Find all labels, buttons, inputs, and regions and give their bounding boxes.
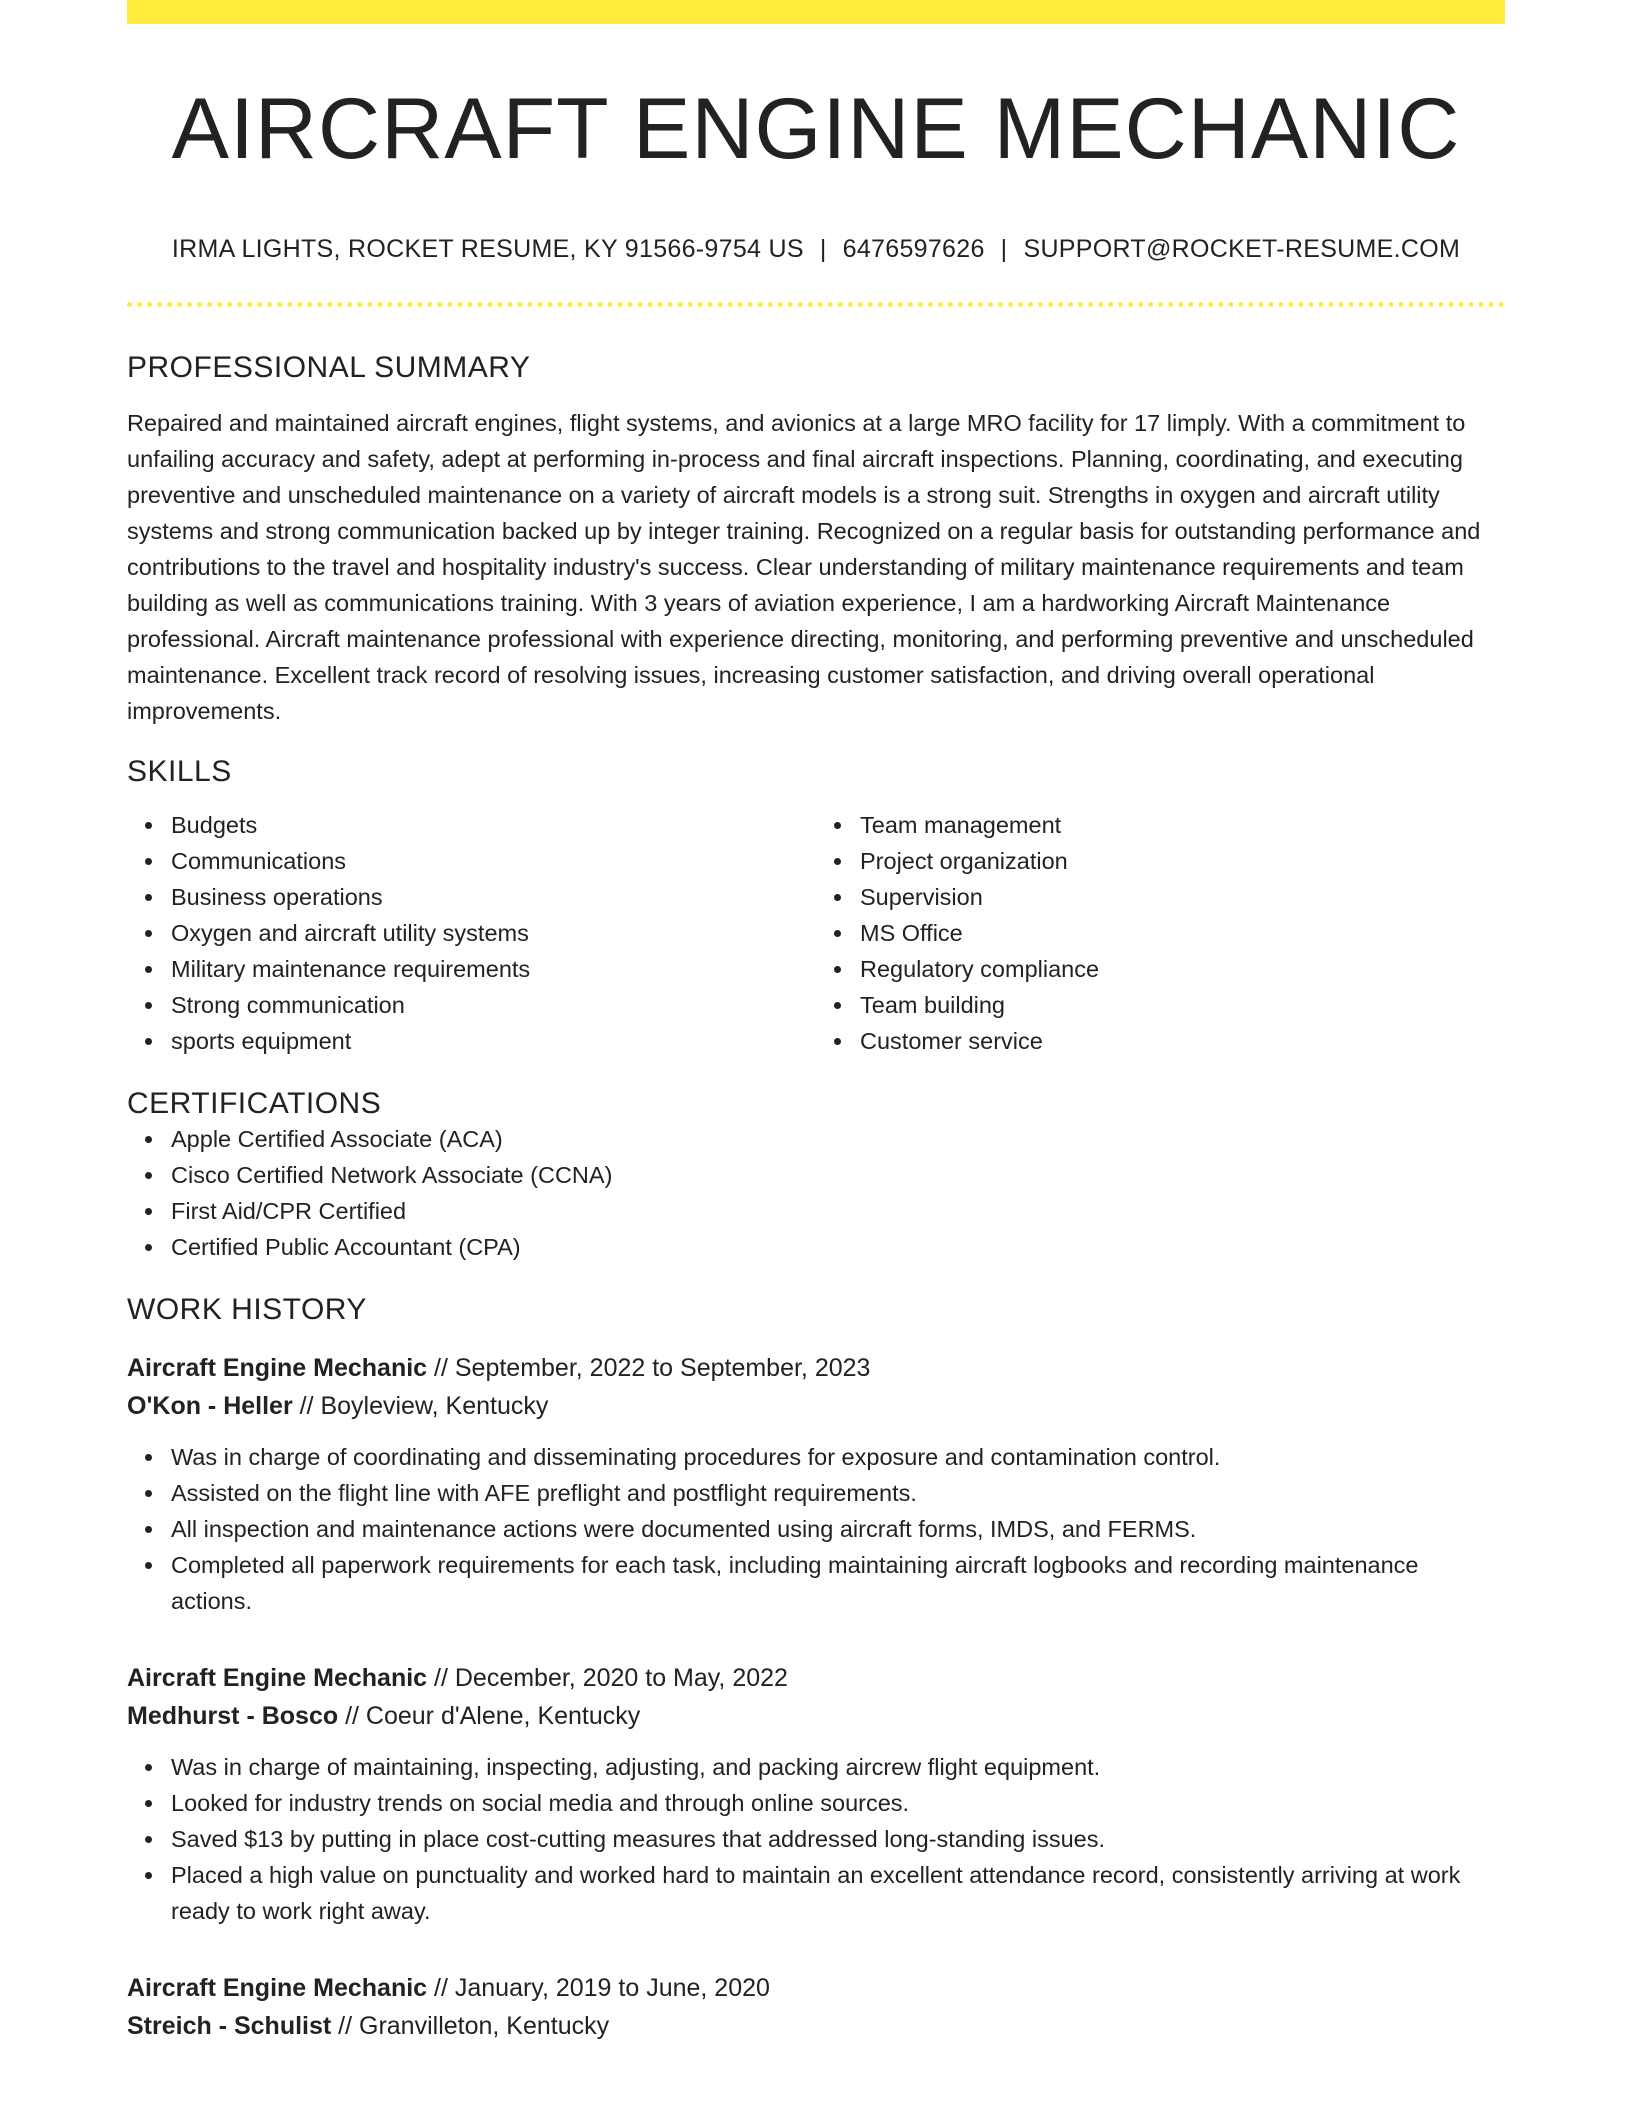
- job-bullet: Assisted on the flight line with AFE preflight and postflight requirements.: [171, 1475, 1505, 1511]
- job-role: Aircraft Engine Mechanic: [127, 1353, 428, 1382]
- skill-item: Budgets: [171, 807, 816, 843]
- certification-item: Certified Public Accountant (CPA): [171, 1229, 1505, 1265]
- job-dates: // January, 2019 to June, 2020: [427, 1973, 770, 2002]
- contact-line: [127, 235, 1505, 264]
- job-role-line: [127, 1659, 1505, 1697]
- skill-item: Team management: [860, 807, 1505, 843]
- certifications-heading: CERTIFICATIONS: [127, 1086, 382, 1120]
- job-bullet: Looked for industry trends on social media and through online sources.: [171, 1785, 1505, 1821]
- job-dates: // September, 2022 to September, 2023: [427, 1353, 871, 1382]
- job-dates: // December, 2020 to May, 2022: [427, 1663, 788, 1692]
- job-company-line: [127, 2007, 1505, 2045]
- certification-item: Cisco Certified Network Associate (CCNA): [171, 1157, 1505, 1193]
- job-bullets: [127, 1749, 1505, 1929]
- skill-item: Business operations: [171, 879, 816, 915]
- job-bullet: All inspection and maintenance actions were documented using aircraft forms, IMDS, and FERMS.: [171, 1511, 1505, 1547]
- job-company: Streich - Schulist: [127, 2011, 332, 2040]
- skills-list-right: [816, 807, 1505, 1059]
- job-entry: [127, 1659, 1505, 1929]
- job-bullet: Completed all paperwork requirements for each task, including maintaining aircraft logbooks and recording maintenance actions.: [171, 1547, 1505, 1619]
- job-bullets: [127, 1439, 1505, 1619]
- contact-separator: |: [1000, 234, 1008, 263]
- job-company-line: [127, 1387, 1505, 1425]
- resume-page: [127, 0, 1505, 2045]
- contact-address: IRMA LIGHTS, ROCKET RESUME, KY 91566-9754 US: [171, 234, 804, 263]
- job-location: // Boyleview, Kentucky: [292, 1391, 549, 1420]
- skill-item: Customer service: [860, 1023, 1505, 1059]
- job-bullet: Was in charge of maintaining, inspecting, adjusting, and packing aircrew flight equipment.: [171, 1749, 1505, 1785]
- contact-separator: |: [819, 234, 827, 263]
- skill-item: Regulatory compliance: [860, 951, 1505, 987]
- skill-item: Project organization: [860, 843, 1505, 879]
- job-bullet: Placed a high value on punctuality and worked hard to maintain an excellent attendance record, consistently arriving at work ready to work right away.: [171, 1857, 1505, 1929]
- skill-item: Strong communication: [171, 987, 816, 1023]
- certification-item: First Aid/CPR Certified: [171, 1193, 1505, 1229]
- skills-heading: SKILLS: [127, 754, 232, 788]
- job-bullet: Was in charge of coordinating and disseminating procedures for exposure and contamination control.: [171, 1439, 1505, 1475]
- job-role: Aircraft Engine Mechanic: [127, 1973, 428, 2002]
- resume-title: AIRCRAFT ENGINE MECHANIC: [171, 81, 1461, 177]
- job-entry: [127, 1349, 1505, 1619]
- job-role: Aircraft Engine Mechanic: [127, 1663, 428, 1692]
- skill-item: Military maintenance requirements: [171, 951, 816, 987]
- summary-heading: PROFESSIONAL SUMMARY: [127, 350, 531, 384]
- skill-item: Team building: [860, 987, 1505, 1023]
- work-history-heading: WORK HISTORY: [127, 1292, 367, 1326]
- job-company-line: [127, 1697, 1505, 1735]
- job-role-line: [127, 1969, 1505, 2007]
- skill-item: sports equipment: [171, 1023, 816, 1059]
- job-bullet: Saved $13 by putting in place cost-cutting measures that addressed long-standing issues.: [171, 1821, 1505, 1857]
- skill-item: MS Office: [860, 915, 1505, 951]
- summary-text: Repaired and maintained aircraft engines, flight systems, and avionics at a large MRO facility for 17 limply. With a commitment to unfailing accuracy and safety, adept at performing in-process and final aircraft inspections. Planning, coordinating, and executing preventive and unscheduled maintenance on a variety of aircraft models is a strong suit. Strengths in oxygen and aircraft utility systems and strong communication backed up by integer training. Recognized on a regular basis for outstanding performance and contributions to the travel and hospitality industry's success. Clear understanding of military maintenance requirements and team building as well as communications training. With 3 years of aviation experience, I am a hardworking Aircraft Maintenance professional. Aircraft maintenance professional with experience directing, monitoring, and performing preventive and unscheduled maintenance. Excellent track record of resolving issues, increasing customer satisfaction, and driving overall operational improvements.: [127, 409, 1481, 724]
- skill-item: Communications: [171, 843, 816, 879]
- skills-list-left: [127, 807, 816, 1059]
- job-company: Medhurst - Bosco: [127, 1701, 339, 1730]
- skills-columns: [127, 807, 1505, 1059]
- certifications-list: [127, 1121, 1505, 1265]
- job-entry: [127, 1969, 1505, 2045]
- job-location: // Coeur d'Alene, Kentucky: [338, 1701, 641, 1730]
- job-location: // Granvilleton, Kentucky: [331, 2011, 610, 2040]
- contact-phone: 6476597626: [842, 234, 985, 263]
- skill-item: Supervision: [860, 879, 1505, 915]
- skill-item: Oxygen and aircraft utility systems: [171, 915, 816, 951]
- accent-bar: [127, 0, 1505, 24]
- contact-email: SUPPORT@ROCKET-RESUME.COM: [1023, 234, 1461, 263]
- job-company: O'Kon - Heller: [127, 1391, 293, 1420]
- job-role-line: [127, 1349, 1505, 1387]
- dotted-divider: [127, 302, 1505, 307]
- certification-item: Apple Certified Associate (ACA): [171, 1121, 1505, 1157]
